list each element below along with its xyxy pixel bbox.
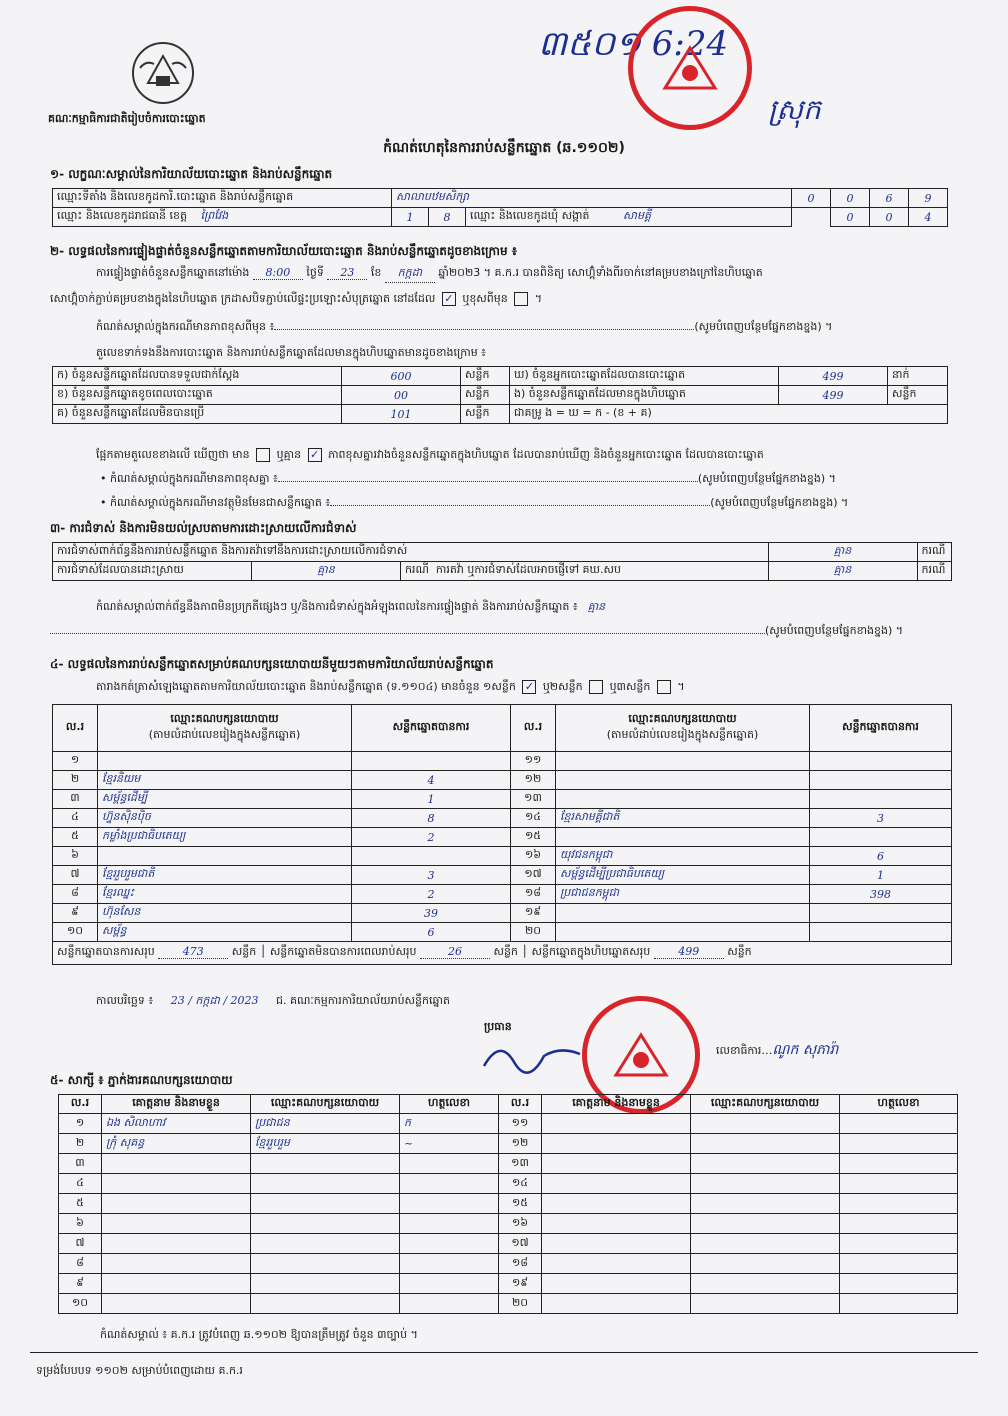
witness-name: [542, 1234, 691, 1254]
table-row: [59, 1274, 958, 1294]
unused-label: គ) ចំនួនសន្លឹកឆ្នោតដែលមិនបានប្រើ: [53, 405, 342, 424]
table-row: [53, 847, 952, 866]
signing-date: 23 / កក្កដា / 2023: [170, 994, 259, 1007]
witness-signature: [840, 1294, 958, 1314]
witness-signature: [400, 1294, 499, 1314]
row-number: ៥: [53, 828, 98, 847]
col-no: ល.រ: [499, 1095, 542, 1114]
discrepancy-check-line: ផ្អែកតាមតួលេខខាងលើ ឃើញថា មាន ឬគ្មាន ✓ ភាពខុសគ្នារវាងចំនួនសន្លឹកឆ្នោតក្នុងហិបឆ្នោត ដែលបានរាប់ឃើញ និងចំនួនអ្នកបោះឆ្នោត ដែលបានបោះឆ្នោត: [96, 448, 764, 461]
station-code-3: 6: [870, 189, 909, 208]
row-number: ១៨: [499, 1254, 542, 1274]
has-discrepancy-checkbox[interactable]: [256, 448, 270, 462]
witness-name: [542, 1114, 691, 1134]
voters-value: 499: [779, 367, 888, 386]
province-code-1: 1: [392, 208, 429, 227]
witness-name: [542, 1274, 691, 1294]
witness-party: [251, 1274, 400, 1294]
witness-signature: [840, 1134, 958, 1154]
unit-label: ករណី: [917, 543, 951, 562]
verification-month: កក្កដា: [385, 266, 435, 283]
table-row: [53, 885, 952, 904]
province-code-2: 8: [429, 208, 466, 227]
commune-value: សាមគ្គី: [623, 209, 651, 222]
row-number: ២០: [499, 1294, 542, 1314]
station-code-4: 9: [909, 189, 948, 208]
party-votes: 2: [352, 828, 511, 847]
row-number: ១: [59, 1114, 102, 1134]
witness-name: ក្រុំ សុគន្ធ: [102, 1134, 251, 1154]
witness-party: [251, 1214, 400, 1234]
party-name: ខ្មែរឈ្នះ: [98, 885, 352, 904]
signing-date-line: កាលបរិច្ឆេទ ៖ 23 / កក្កដា / 2023 ជ. គណៈកម្មការការិយាល័យរាប់សន្លឹកឆ្នោត: [96, 994, 450, 1007]
witness-signature: [400, 1194, 499, 1214]
party-votes: [810, 828, 952, 847]
party-votes: 6: [352, 923, 511, 942]
row-number: ១០: [59, 1294, 102, 1314]
row-number: ៥: [59, 1194, 102, 1214]
witness-signature: ~: [400, 1134, 499, 1154]
row-number: ១៩: [499, 1274, 542, 1294]
row-number: ៧: [53, 866, 98, 885]
formula: ជាគម្រូ ង = ឃ = ក - (ខ + គ): [510, 405, 948, 424]
col-name: គោត្តនាម និងនាមខ្លួន: [542, 1095, 691, 1114]
row-number: ១២: [499, 1134, 542, 1154]
results-totals-row: សន្លឹកឆ្នោតបានការសរុប 473 សន្លឹក │ សន្លឹកឆ្នោតមិនបានការពេលរាប់សរុប 26 សន្លឹក │ សន្លឹកឆ្នោតក្នុងហិបឆ្នោតសរុប 499 សន្លឹក: [53, 942, 952, 965]
forwarded-value: គ្មាន: [768, 562, 917, 581]
polling-station-label: ឈ្មោះទីតាំង និងលេខកូដការិ.បោះឆ្នោត និងរាប់សន្លឹកឆ្នោត: [53, 189, 392, 208]
row-number: ៩: [59, 1274, 102, 1294]
section4-heading: ៤- លទ្ធផលនៃការរាប់សន្លឹកឆ្នោតសម្រាប់គណបក្សនយោបាយនីមួយៗតាមការិយាល័យរាប់សន្លឹកឆ្នោត: [50, 657, 494, 671]
verification-day: 23: [327, 266, 367, 280]
witness-party: [251, 1154, 400, 1174]
witness-name: [102, 1194, 251, 1214]
witness-name: [102, 1154, 251, 1174]
table-row: [53, 790, 952, 809]
witness-party: [691, 1114, 840, 1134]
party-votes: [810, 790, 952, 809]
party-votes: [352, 752, 511, 771]
three-sheet-checkbox[interactable]: [657, 680, 671, 694]
row-number: ៤: [53, 809, 98, 828]
section5-heading: ៥- សាក្សី ៖ ភ្នាក់ងារគណបក្សនយោបាយ: [50, 1073, 233, 1087]
received-value: 600: [342, 367, 461, 386]
row-number: ១៦: [511, 847, 556, 866]
party-votes: [810, 904, 952, 923]
foreign-object-note: • កំណត់សម្គាល់ក្នុងករណីមានវត្ថុមិនមែនជាសន្លឹកឆ្នោត ៖ (សូមបំពេញបន្ថែមផ្នែកខាងខ្នង) ។: [100, 496, 849, 509]
witness-party: [251, 1234, 400, 1254]
voters-label: ឃ) ចំនួនអ្នកបោះឆ្នោតដែលបានបោះឆ្នោត: [510, 367, 779, 386]
committee-emblem: [128, 38, 198, 108]
row-number: ១៣: [511, 790, 556, 809]
unused-value: 101: [342, 405, 461, 424]
witness-signature: [840, 1234, 958, 1254]
table-row: [59, 1254, 958, 1274]
witness-signature: [840, 1114, 958, 1134]
verification-time: 8:00: [253, 266, 303, 280]
party-name: [556, 790, 810, 809]
party-votes: 3: [352, 866, 511, 885]
row-number: ៧: [59, 1234, 102, 1254]
spoiled-label: ខ) ចំនួនសន្លឹកឆ្នោតខូចពេលបោះឆ្នោត: [53, 386, 342, 405]
committee-name: គណៈកម្មាធិការជាតិរៀបចំការបោះឆ្នោត: [48, 112, 206, 125]
party-votes: [810, 771, 952, 790]
unit-label: សន្លឹក: [888, 386, 948, 405]
row-number: ៩: [53, 904, 98, 923]
party-votes: 4: [352, 771, 511, 790]
party-votes: 1: [810, 866, 952, 885]
col-party: ឈ្មោះគណបក្សនយោបាយ: [251, 1095, 400, 1114]
irregularity-fill-line: (សូមបំពេញបន្ថែមផ្នែកខាងខ្នង) ។: [50, 624, 950, 640]
witness-party: [691, 1214, 840, 1234]
unchanged-checkbox[interactable]: ✓: [442, 292, 456, 306]
col-name: គោត្តនាម និងនាមខ្លួន: [102, 1095, 251, 1114]
witness-signature: [400, 1154, 499, 1174]
party-name: យុវជនកម្ពុជា: [556, 847, 810, 866]
changed-checkbox[interactable]: [514, 292, 528, 306]
row-number: ៨: [59, 1254, 102, 1274]
witness-name: [102, 1174, 251, 1194]
witness-name: [542, 1154, 691, 1174]
unit-label: សន្លឹក: [461, 386, 510, 405]
col-votes: សន្លឹកឆ្នោតបានការ: [352, 705, 511, 752]
witness-party: [251, 1294, 400, 1314]
objection-table: [52, 542, 952, 581]
party-votes: [352, 847, 511, 866]
row-number: ១: [53, 752, 98, 771]
witness-table: [58, 1094, 958, 1314]
table-row: [53, 866, 952, 885]
witness-signature: [840, 1254, 958, 1274]
handwritten-top-note: ៣៥០១ 6:24: [538, 24, 729, 64]
one-sheet-checkbox[interactable]: ✓: [522, 680, 536, 694]
party-name: [556, 771, 810, 790]
witness-party: [691, 1174, 840, 1194]
row-number: ១៥: [511, 828, 556, 847]
party-votes: 398: [810, 885, 952, 904]
witness-name: [542, 1174, 691, 1194]
witness-name: [542, 1134, 691, 1154]
row-number: ១៤: [511, 809, 556, 828]
secretary-signature: ណូក សុភារ៉ា: [772, 1042, 839, 1058]
polling-station-value: សាលាបឋមសិក្សា: [392, 189, 792, 208]
party-votes: 1: [352, 790, 511, 809]
witness-name: [542, 1194, 691, 1214]
resolved-value: គ្មាន: [252, 562, 401, 581]
party-name: [98, 847, 352, 866]
witness-signature: [840, 1214, 958, 1234]
witness-party: [691, 1254, 840, 1274]
row-number: ១១: [511, 752, 556, 771]
witness-name: [542, 1294, 691, 1314]
official-stamp-top: [628, 6, 752, 130]
row-number: ១៨: [511, 885, 556, 904]
party-name: [556, 752, 810, 771]
row-number: ៨: [53, 885, 98, 904]
footnote: កំណត់សម្គាល់ ៖ គ.ក.រ ត្រូវបំពេញ ឆ.១១០២ ឱ្យបានត្រឹមត្រូវ ចំនួន ៣ច្បាប់ ។: [100, 1328, 418, 1341]
party-votes: 39: [352, 904, 511, 923]
forwarded-label: ករណី ការតវ៉ា ឬការជំទាស់ដែលអាចផ្ញើទៅ គឃ.សប: [401, 562, 769, 581]
witness-signature: [400, 1214, 499, 1234]
station-code-2: 0: [831, 189, 870, 208]
party-votes: 6: [810, 847, 952, 866]
row-number: ៤: [59, 1174, 102, 1194]
row-number: ១៧: [511, 866, 556, 885]
table-row: [53, 828, 952, 847]
row-number: ១៧: [499, 1234, 542, 1254]
witness-party: [251, 1194, 400, 1214]
irregularity-note: កំណត់សម្គាល់ពាក់ព័ន្ធនឹងភាពមិនប្រក្រតីផ្សេងៗ ឬ/និងការជំទាស់ក្នុងអំឡុងពេលនៃការផ្ទៀងផ្ទាត់ និងការរាប់សន្លឹកឆ្នោត ៖ គ្មាន: [96, 600, 606, 613]
row-number: ១១: [499, 1114, 542, 1134]
party-name: ខ្មែរនិយម: [98, 771, 352, 790]
party-name: សម្ព័ន្ធ: [98, 923, 352, 942]
row-number: ១៩: [511, 904, 556, 923]
witness-name: [102, 1234, 251, 1254]
party-results-table: [52, 704, 952, 965]
party-name: [556, 923, 810, 942]
row-number: ៣: [53, 790, 98, 809]
form-note: ទម្រង់បែបបទ ១១០២ សម្រាប់បំពេញដោយ គ.ក.រ: [36, 1364, 243, 1377]
witness-signature: [840, 1154, 958, 1174]
figures-intro: តួលេខទាក់ទងនឹងការបោះឆ្នោត និងការរាប់សន្លឹកឆ្នោតដែលមានក្នុងហិបឆ្នោតមានដូចខាងក្រោម ៖: [96, 346, 487, 359]
row-number: ១៤: [499, 1174, 542, 1194]
witness-signature: ក: [400, 1114, 499, 1134]
table-row: [59, 1134, 958, 1154]
unit-label: សន្លឹក: [461, 405, 510, 424]
party-votes: [810, 752, 952, 771]
witness-name: [102, 1294, 251, 1314]
difference-note-line: កំណត់សម្គាល់ក្នុងករណីមានភាពខុសពីមុន ៖ (សូមបំពេញបន្ថែមផ្នែកខាងខ្នង) ។: [96, 320, 833, 333]
witness-party: [251, 1254, 400, 1274]
unit-label: នាក់: [888, 367, 948, 386]
row-number: ២: [59, 1134, 102, 1154]
witness-signature: [840, 1174, 958, 1194]
witness-signature: [400, 1274, 499, 1294]
party-name: ខ្មែរសាមគ្គីជាតិ: [556, 809, 810, 828]
verification-line-2: សោហ្គ៊ុំចាក់ភ្ជាប់គម្របខាងក្នុងនៃហិបឆ្នោត ក្រដាសបិទភ្ជាប់លើផ្ទះប្រឡោះសំបុត្រឆ្នោត នៅដដែល ✓ ឬខុសពីមុន ។: [50, 292, 542, 305]
section1-table: [52, 188, 948, 227]
row-number: ២០: [511, 923, 556, 942]
witness-party: [251, 1174, 400, 1194]
total-ballots-in-box: 499: [654, 945, 724, 959]
col-no: ល.រ: [59, 1095, 102, 1114]
row-number: ១០: [53, 923, 98, 942]
party-name: [556, 828, 810, 847]
col-party: ឈ្មោះគណបក្សនយោបាយ (តាមលំដាប់លេខរៀងក្នុងសន្លឹកឆ្នោត): [98, 705, 352, 752]
witness-signature: [840, 1274, 958, 1294]
party-name: សម្ព័ន្ធដើម្បីប្រជាធិបតេយ្យ: [556, 866, 810, 885]
party-votes: 8: [352, 809, 511, 828]
row-number: ១៣: [499, 1154, 542, 1174]
witness-party: [691, 1294, 840, 1314]
row-number: ១២: [511, 771, 556, 790]
form-title: កំណត់ហេតុនៃការរាប់សន្លឹកឆ្នោត (ឆ.១១០២): [383, 140, 625, 156]
witness-name: [102, 1274, 251, 1294]
section2-heading: ២- លទ្ធផលនៃការផ្ទៀងផ្ទាត់ចំនួនសន្លឹកឆ្នោតតាមការិយាល័យបោះឆ្នោត និងរាប់សន្លឹកឆ្នោតដូចខាងក្រោម ៖: [50, 244, 518, 258]
table-row: [53, 923, 952, 942]
party-name: ហ្វ៊ុនស៊ិនប៉ិច: [98, 809, 352, 828]
party-votes: 2: [352, 885, 511, 904]
total-valid-votes: 473: [158, 945, 228, 959]
party-name: [556, 904, 810, 923]
commune-code-1: 0: [831, 208, 870, 227]
row-number: ៦: [53, 847, 98, 866]
witness-name: [102, 1214, 251, 1234]
table-row: [59, 1214, 958, 1234]
col-votes: សន្លឹកឆ្នោតបានការ: [810, 705, 952, 752]
party-name: ខ្មែររួបរួមជាតិ: [98, 866, 352, 885]
row-number: ៦: [59, 1214, 102, 1234]
verification-line-1: ការផ្ទៀងផ្ទាត់ចំនួនសន្លឹកឆ្នោតនៅម៉ោង 8:00 ថ្ងៃទី 23 ខែ កក្កដា ឆ្នាំ២០២3 ។ គ.ក.រ បានពិនិត្យ សោហ្គ៊ុំទាំងពីរចាក់នៅគម្របខាងក្រៅនៃហិបឆ្នោត: [96, 266, 956, 283]
commune-code-2: 0: [870, 208, 909, 227]
station-code-1: 0: [792, 189, 831, 208]
objection-value: គ្មាន: [768, 543, 917, 562]
witness-party: [691, 1194, 840, 1214]
table-row: [53, 809, 952, 828]
section3-heading: ៣- ការជំទាស់ និងការមិនយល់ស្របតាមការដោះស្រាយលើការជំទាស់: [50, 521, 357, 535]
results-sheet-count: តារាងកត់ត្រាសំឡេងឆ្នោតតាមការិយាល័យបោះឆ្នោត និងរាប់សន្លឹកឆ្នោត (ទ.១១០៤) មានចំនួន ១សន្លឹក ✓ ឬ២សន្លឹក ឬ៣សន្លឹក ។: [96, 680, 685, 693]
party-name: [98, 752, 352, 771]
witness-name: [102, 1254, 251, 1274]
table-row: [53, 771, 952, 790]
total-invalid-votes: 26: [420, 945, 490, 959]
table-row: [59, 1114, 958, 1134]
province-value: ព្រៃវែង: [200, 209, 229, 222]
chair-label: ប្រធាន: [484, 1020, 512, 1033]
col-signature: ហត្ថលេខា: [400, 1095, 499, 1114]
witness-signature: [400, 1174, 499, 1194]
party-name: កម្លាំងប្រជាធិបតេយ្យ: [98, 828, 352, 847]
witness-party: ខ្មែររួបរួម: [251, 1134, 400, 1154]
no-discrepancy-checkbox[interactable]: ✓: [308, 448, 322, 462]
witness-name: ឯង សិលាហាវ: [102, 1114, 251, 1134]
table-row: [53, 904, 952, 923]
secretary-line: លេខាធិការ…ណូក សុភារ៉ា: [716, 1042, 839, 1058]
objection-label: ការជំទាស់ពាក់ព័ន្ធនឹងការរាប់សន្លឹកឆ្នោត និងការតវ៉ាទៅនឹងការដោះស្រាយលើការជំទាស់: [53, 543, 769, 562]
in-box-label: ង) ចំនួនសន្លឹកឆ្នោតដែលមានក្នុងហិបឆ្នោត: [510, 386, 779, 405]
party-name: សម្ព័ន្ធដើម្បី: [98, 790, 352, 809]
spoiled-value: 00: [342, 386, 461, 405]
witness-party: ប្រជាជន: [251, 1114, 400, 1134]
col-no: ល.រ: [53, 705, 98, 752]
handwritten-top-note-2: ស្រុក: [768, 93, 821, 126]
chair-signature: [480, 1036, 590, 1083]
table-row: [59, 1174, 958, 1194]
section1-heading: ១- លក្ខណៈសម្គាល់នៃការិយាល័យបោះឆ្នោត និងរាប់សន្លឹកឆ្នោត: [50, 167, 333, 181]
col-signature: ហត្ថលេខា: [840, 1095, 958, 1114]
witness-signature: [400, 1254, 499, 1274]
party-name: ហ៊ុនសែន: [98, 904, 352, 923]
discrepancy-note: • កំណត់សម្គាល់ក្នុងករណីមានភាពខុសគ្នា ៖ (សូមបំពេញបន្ថែមផ្នែកខាងខ្នង) ។: [100, 472, 836, 485]
irregularity-value: គ្មាន: [587, 600, 606, 613]
witness-signature: [400, 1234, 499, 1254]
witness-name: [542, 1214, 691, 1234]
commune-code-3: 4: [909, 208, 948, 227]
party-votes: 3: [810, 809, 952, 828]
two-sheet-checkbox[interactable]: [589, 680, 603, 694]
table-row: [53, 752, 952, 771]
commune-label: ឈ្មោះ និងលេខកូដឃុំ សង្កាត់ សាមគ្គី: [466, 208, 792, 227]
witness-party: [691, 1134, 840, 1154]
unit-label: ករណី: [917, 562, 951, 581]
row-number: ៣: [59, 1154, 102, 1174]
province-label: ឈ្មោះ និងលេខកូដរាជធានី ខេត្ត ព្រៃវែង: [53, 208, 392, 227]
party-votes: [810, 923, 952, 942]
witness-party: [691, 1234, 840, 1254]
col-no: ល.រ: [511, 705, 556, 752]
resolved-label: ការជំទាស់ដែលបានដោះស្រាយ: [53, 562, 252, 581]
footer-rule: [30, 1352, 978, 1353]
table-row: [59, 1154, 958, 1174]
row-number: ១៥: [499, 1194, 542, 1214]
witness-party: [691, 1274, 840, 1294]
row-number: ១៦: [499, 1214, 542, 1234]
table-row: [59, 1194, 958, 1214]
received-label: ក) ចំនួនសន្លឹកឆ្នោតដែលបានទទួលជាក់ស្តែង: [53, 367, 342, 386]
ballot-figures-table: [52, 366, 948, 424]
table-row: [59, 1234, 958, 1254]
unit-label: សន្លឹក: [461, 367, 510, 386]
col-party: ឈ្មោះគណបក្សនយោបាយ (តាមលំដាប់លេខរៀងក្នុងសន្លឹកឆ្នោត): [556, 705, 810, 752]
in-box-value: 499: [779, 386, 888, 405]
party-name: ប្រជាជនកម្ពុជា: [556, 885, 810, 904]
table-row: [59, 1294, 958, 1314]
witness-signature: [840, 1194, 958, 1214]
witness-party: [691, 1154, 840, 1174]
row-number: ២: [53, 771, 98, 790]
col-party: ឈ្មោះគណបក្សនយោបាយ: [691, 1095, 840, 1114]
witness-name: [542, 1254, 691, 1274]
